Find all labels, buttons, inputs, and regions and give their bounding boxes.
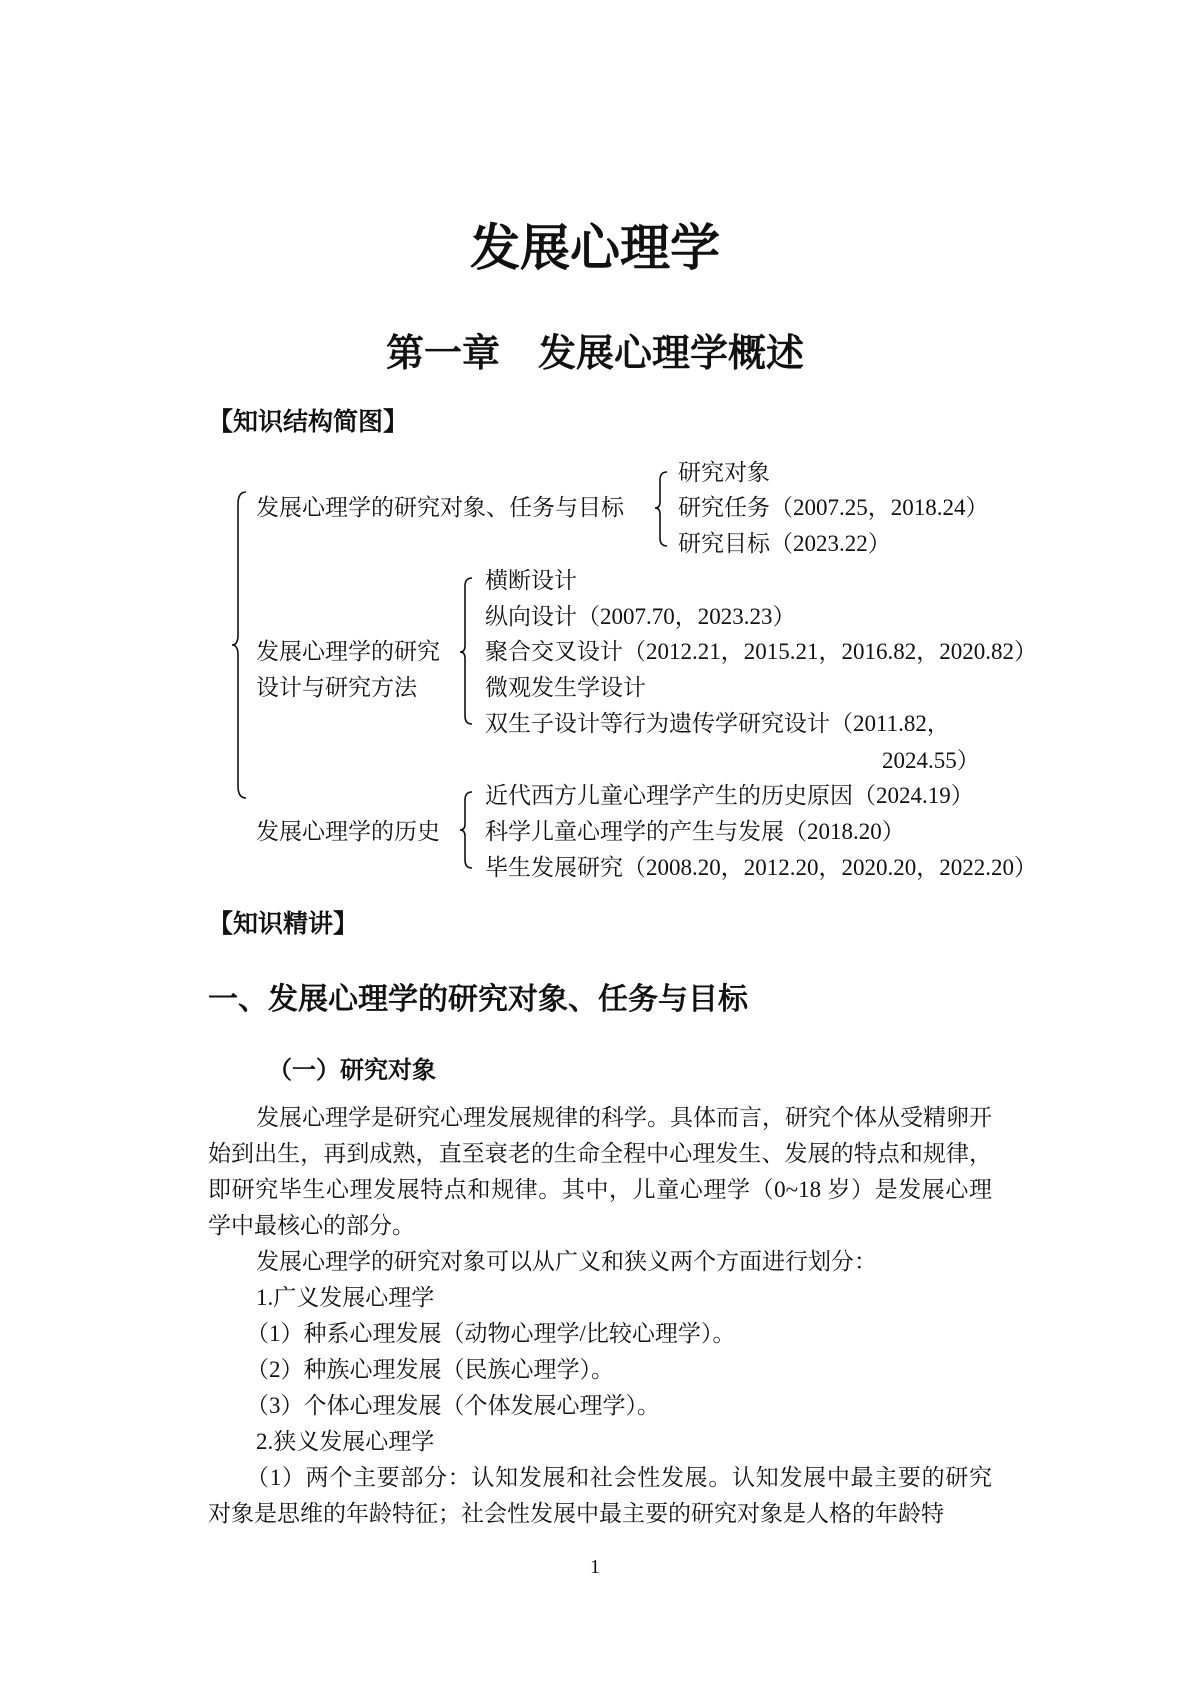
paragraph: 发展心理学的研究对象可以从广义和狭义两个方面进行划分： [256,1249,877,1274]
group1-brace-icon [655,470,671,550]
group1-label: 发展心理学的研究对象、任务与目标 [256,495,624,520]
group3-label: 发展心理学的历史 [256,819,440,844]
main-brace-icon [232,490,252,800]
subsection-heading: （一）研究对象 [268,1056,436,1084]
section-heading: 一、发展心理学的研究对象、任务与目标 [208,982,748,1017]
group2-item: 微观发生学设计 [485,675,646,700]
paragraph: （1）两个主要部分：认知发展和社会性发展。认知发展中最主要的研究对象是思维的年龄特征；社会性发展中最主要的研究对象是人格的年龄特 [208,1465,992,1526]
list-item: （2）种族心理发展（民族心理学）。 [246,1357,614,1382]
group1-item: 研究对象 [678,460,770,485]
group3-item: 近代西方儿童心理学产生的历史原因（2024.19） [485,783,974,808]
page-number: 1 [590,1556,600,1578]
group2-brace-icon [460,576,476,728]
list-heading: 1.广义发展心理学 [256,1285,435,1310]
group1-item: 研究目标（2023.22） [678,531,891,556]
document-title: 发展心理学 [470,219,720,277]
lecture-heading: 【知识精讲】 [208,909,359,938]
group2-item-continuation: 2024.55） [882,748,980,773]
group2-label-line2: 设计与研究方法 [256,675,417,700]
body-text [208,1100,992,1532]
group3-item: 毕生发展研究（2008.20，2012.20，2020.20，2022.20） [485,855,1037,880]
group2-item: 横断设计 [485,568,577,593]
list-item: （3）个体心理发展（个体发展心理学）。 [246,1393,660,1418]
group3-item: 科学儿童心理学的产生与发展（2018.20） [485,819,905,844]
chapter-title: 第一章 发展心理学概述 [385,331,804,375]
list-item: （1）种系心理发展（动物心理学/比较心理学）。 [246,1321,736,1346]
group2-label-line1: 发展心理学的研究 [256,639,440,664]
group1-item: 研究任务（2007.25，2018.24） [678,495,989,520]
group2-item: 双生子设计等行为遗传学研究设计（2011.82， [485,711,950,736]
group2-item: 聚合交叉设计（2012.21，2015.21，2016.82，2020.82） [485,639,1037,664]
structure-heading: 【知识结构简图】 [208,407,409,436]
group3-brace-icon [460,790,476,872]
paragraph: 发展心理学是研究心理发展规律的科学。具体而言，研究个体从受精卵开始到出生，再到成熟，直至衰老的生命全程中心理发生、发展的特点和规律，即研究毕生心理发展特点和规律。其中，儿童心理学（0~18 岁）是发展心理学中最核心的部分。 [208,1105,992,1238]
group2-item: 纵向设计（2007.70，2023.23） [485,604,796,629]
list-heading: 2.狭义发展心理学 [256,1429,435,1454]
